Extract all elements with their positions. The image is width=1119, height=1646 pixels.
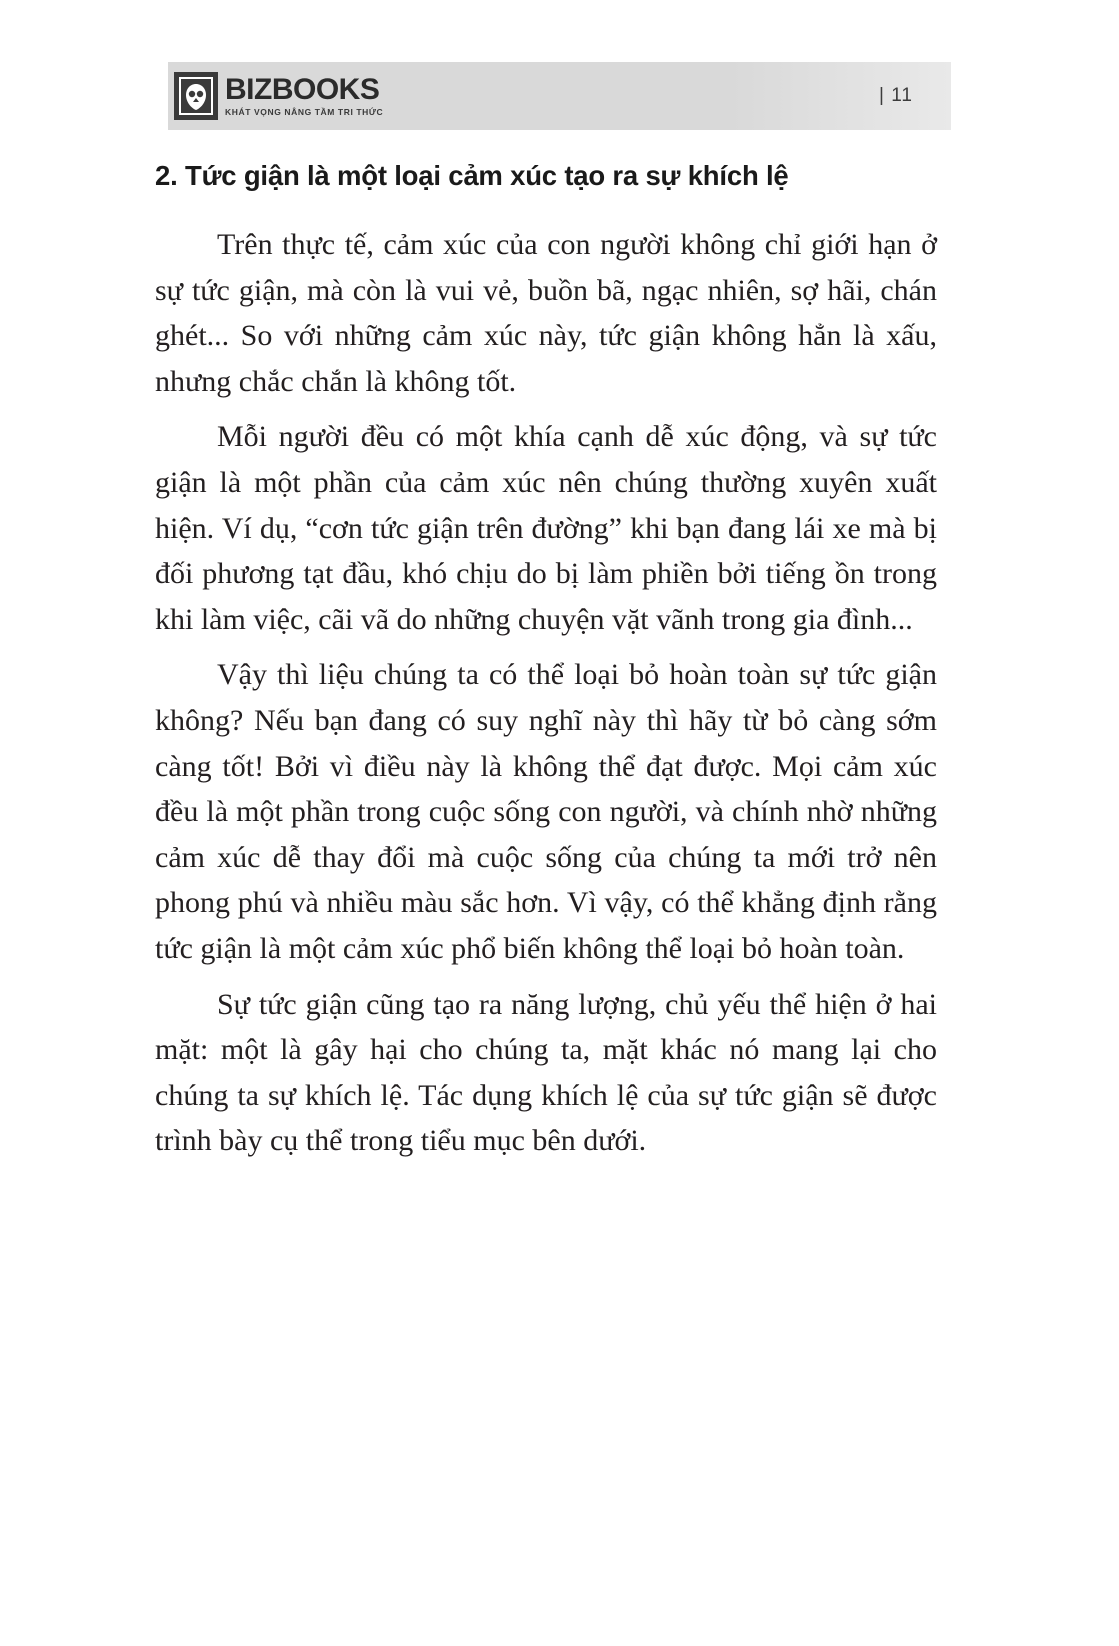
body-paragraph: Trên thực tế, cảm xúc của con người không chỉ giới hạn ở sự tức giận, mà còn là vui vẻ, buồn bã, ngạc nhiên, sợ hãi, chán ghét... So với những cảm xúc này, tức giận không hẳn là xấu, nhưng chắc chắn là không tốt. [155,228,937,398]
book-owl-logo-icon [174,72,218,120]
publisher-logo [174,72,383,120]
page-header [168,62,951,130]
logo-text-block [225,75,383,117]
page-number: | 11 [879,85,913,106]
logo-name: BIZBOOKS [225,73,380,107]
page-content [155,160,937,1164]
logo-tagline: KHÁT VỌNG NÂNG TẦM TRI THỨC [225,107,384,118]
section-title: 2. Tức giận là một loại cảm xúc tạo ra sự khích lệ [155,160,789,191]
body-paragraph: Mỗi người đều có một khía cạnh dễ xúc động, và sự tức giận là một phần của cảm xúc nên chúng thường xuyên xuất hiện. Ví dụ, “cơn tức giận trên đường” khi bạn đang lái xe mà bị đối phương tạt đầu, khó chịu do bị làm phiền bởi tiếng ồn trong khi làm việc, cãi vã do những chuyện vặt vãnh trong gia đình... [155,420,937,636]
body-paragraph: Vậy thì liệu chúng ta có thể loại bỏ hoàn toàn sự tức giận không? Nếu bạn đang có suy nghĩ này thì hãy từ bỏ càng sớm càng tốt! Bởi vì điều này là không thể đạt được. Mọi cảm xúc đều là một phần trong cuộc sống con người, và chính nhờ những cảm xúc dễ thay đổi mà cuộc sống của chúng ta mới trở nên phong phú và nhiều màu sắc hơn. Vì vậy, có thể khẳng định rằng tức giận là một cảm xúc phổ biến không thể loại bỏ hoàn toàn. [155,658,937,965]
body-paragraph: Sự tức giận cũng tạo ra năng lượng, chủ yếu thể hiện ở hai mặt: một là gây hại cho chúng ta, mặt khác nó mang lại cho chúng ta sự khích lệ. Tác dụng khích lệ của sự tức giận sẽ được trình bày cụ thể trong tiểu mục bên dưới. [155,987,937,1158]
